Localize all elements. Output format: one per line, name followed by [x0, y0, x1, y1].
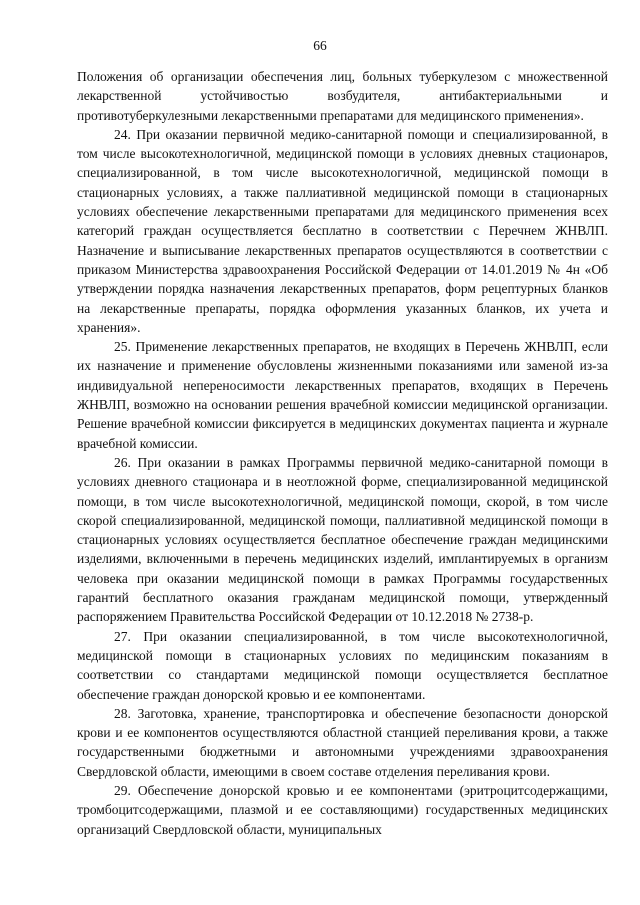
document-body [77, 67, 608, 839]
paragraph-continuation: Положения об организации обеспечения лиц, больных туберкулезом с множественной лекарственной устойчивостью возбудителя, антибактериальными и противотуберкулезными лекарственными препаратами для медицинского применения». [77, 69, 608, 123]
paragraph-28: 28. Заготовка, хранение, транспортировка и обеспечение безопасности донорской крови и ее компонентов осуществляются областной станцией переливания крови, а также государственными бюджетными и автономными учреждениями здравоохранения Свердловской области, имеющими в своем составе отделения переливания крови. [77, 705, 608, 779]
paragraph-27: 27. При оказании специализированной, в том числе высокотехнологичной, медицинской помощи в стационарных условиях по медицинским показаниям в соответствии со стандартами медицинской помощи осуществляется бесплатное обеспечение граждан донорской кровью и ее компонентами. [77, 628, 608, 702]
page-number: 66 [313, 38, 327, 53]
paragraph-29: 29. Обеспечение донорской кровью и ее компонентами (эритроцитсодержащими, тромбоцитсодержащими, плазмой и ее составляющими) государственных медицинских организаций Свердловской области, муниципальных [77, 782, 608, 837]
paragraph-26: 26. При оказании в рамках Программы первичной медико-санитарной помощи в условиях дневного стационара и в неотложной форме, специализированной медицинской помощи, в том числе высокотехнологичной, медицинской помощи, скорой, в том числе скорой специализированной, медицинской помощи, паллиативной медицинской помощи в стационарных условиях осуществляется бесплатное обеспечение граждан медицинскими изделиями, включенными в перечень медицинских изделий, имплантируемых в организм человека при оказании медицинской помощи в рамках Программы государственных гарантий бесплатного оказания гражданам медицинской помощи, утвержденный распоряжением Правительства Российской Федерации от 10.12.2018 № 2738-р. [77, 454, 608, 625]
paragraph-25: 25. Применение лекарственных препаратов, не входящих в Перечень ЖНВЛП, если их назначение и применение обусловлены жизненными показаниями или заменой из-за индивидуальной непереносимости лекарственных препаратов, входящих в Перечень ЖНВЛП, возможно на основании решения врачебной комиссии медицинской организации. Решение врачебной комиссии фиксируется в медицинских документах пациента и журнале врачебной комиссии. [77, 339, 608, 451]
paragraph-24: 24. При оказании первичной медико-санитарной помощи и специализированной, в том числе высокотехнологичной, медицинской помощи в условиях дневных стационаров, специализированной, в том числе высокотехнологичной, медицинской помощи в стационарных условиях, а также паллиативной медицинской помощи в стационарных условиях обеспечение лекарственными препаратами для медицинского применения всех категорий граждан осуществляется бесплатно в соответствии с Перечнем ЖНВЛП. Назначение и выписывание лекарственных препаратов осуществляются в соответствии с приказом Министерства здравоохранения Российской Федерации от 14.01.2019 № 4н «Об утверждении порядка назначения лекарственных препаратов, форм рецептурных бланков на лекарственные препараты, порядка оформления указанных бланков, их учета и хранения». [77, 126, 608, 335]
